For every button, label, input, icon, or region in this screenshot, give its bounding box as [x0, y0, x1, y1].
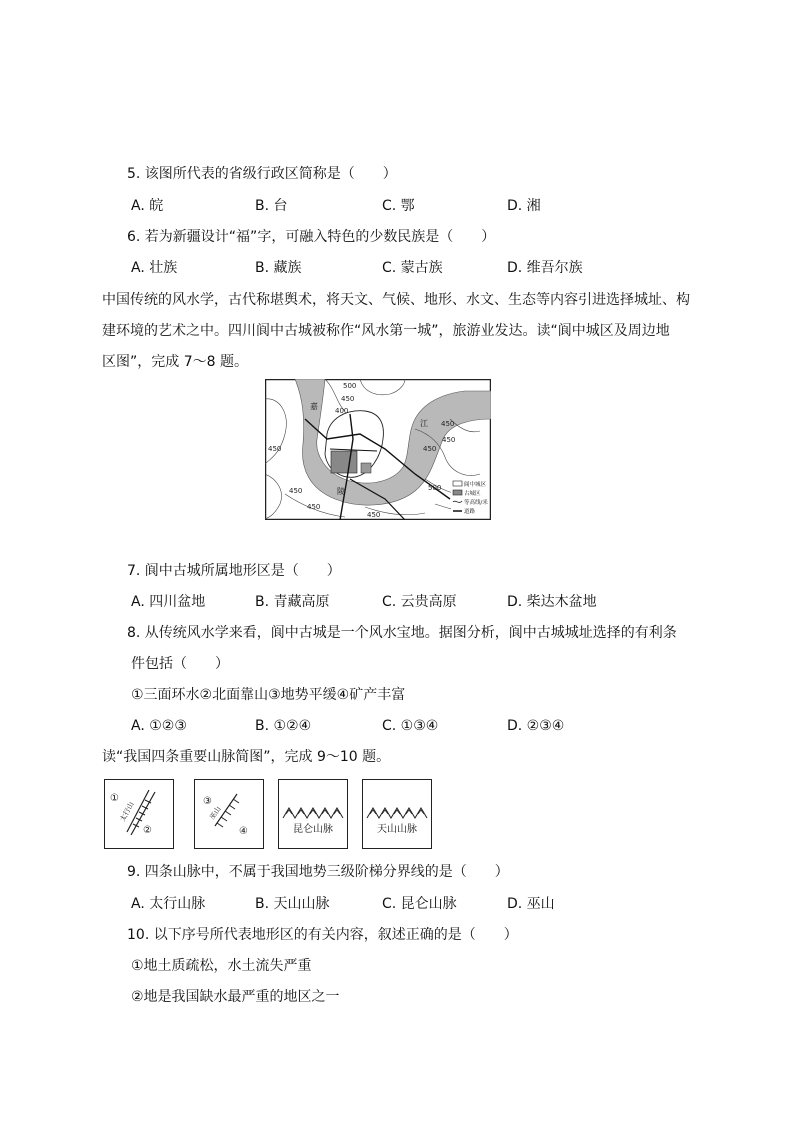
q9-option-d: D. 巫山 [507, 896, 555, 912]
box1-mark-2: ② [143, 825, 152, 836]
q9-stem: 9. 四条山脉中，不属于我国地势三级阶梯分界线的是（ ） [127, 864, 509, 880]
contour-label: 450 [289, 487, 303, 495]
passage1-line-1: 中国传统的风水学，古代称堪舆术，将天文、气候、地形、水文、生态等内容引进选择城址、构 [102, 292, 690, 308]
q8-stem-line-2: 件包括（ ） [131, 656, 229, 672]
river-label: 嘉 [310, 402, 318, 411]
contour-label: 450 [423, 445, 437, 453]
contour-label: 450 [341, 395, 355, 403]
q8-option-a: A. ①②③ [131, 718, 187, 734]
q10-statement-1: ①地土质疏松，水土流失严重 [131, 958, 312, 974]
q8-option-b: B. ①②④ [255, 718, 312, 734]
mountain-box-3 [278, 779, 348, 849]
q5-option-d: D. 湘 [507, 198, 541, 214]
legend-road: 道路 [464, 509, 476, 515]
box1-label: 太行山 [118, 800, 136, 823]
q7-option-d: D. 柴达木盆地 [507, 594, 597, 610]
map-legend [451, 478, 489, 518]
q6-option-a: A. 壮族 [131, 260, 178, 276]
box2-label: 巫山 [208, 805, 223, 822]
q9-option-a: A. 太行山脉 [131, 896, 206, 912]
q9-option-b: B. 天山山脉 [255, 896, 330, 912]
contour-label: 450 [367, 511, 381, 519]
legend-old-city: 古城区 [464, 491, 481, 497]
contour-label: 400 [335, 407, 349, 415]
contour-label: 450 [307, 503, 321, 511]
passage1-line-2: 建环境的艺术之中。四川阆中古城被称作“风水第一城”，旅游业发达。读“阆中城区及周边地 [102, 323, 670, 339]
contour-label: 450 [441, 420, 455, 428]
box4-label: 天山山脉 [377, 824, 417, 835]
passage1-line-3: 区图”，完成 7～8 题。 [102, 354, 248, 370]
q8-stem-line-1: 8. 从传统风水学来看，阆中古城是一个风水宝地。据图分析，阆中古城城址选择的有利条 [127, 625, 677, 641]
q6-option-b: B. 藏族 [255, 260, 302, 276]
mountain-box-1 [104, 779, 174, 849]
q8-statement: ①三面环水②北面靠山③地势平缓④矿产丰富 [131, 687, 406, 703]
q6-option-c: C. 蒙古族 [382, 260, 443, 276]
q10-statement-2: ②地是我国缺水最严重的地区之一 [131, 989, 340, 1005]
river-label: 江 [420, 419, 428, 428]
q5-stem: 5. 该图所代表的省级行政区简称是（ ） [127, 166, 397, 182]
box3-label: 昆仑山脉 [293, 824, 333, 835]
q9-option-c: C. 昆仑山脉 [382, 896, 457, 912]
passage2: 读“我国四条重要山脉简图”，完成 9～10 题。 [102, 749, 391, 765]
q6-stem: 6. 若为新疆设计“福”字，可融入特色的少数民族是（ ） [127, 229, 496, 245]
q7-option-a: A. 四川盆地 [131, 594, 206, 610]
q8-option-d: D. ②③④ [507, 718, 565, 734]
box2-mark-3: ③ [203, 796, 212, 807]
contour-label: 500 [428, 484, 442, 492]
contour-label: 500 [343, 382, 357, 390]
box2-mark-4: ④ [239, 826, 248, 837]
q5-option-b: B. 台 [255, 198, 288, 214]
q6-option-d: D. 维吾尔族 [507, 260, 583, 276]
q7-stem: 7. 阆中古城所属地形区是（ ） [127, 563, 341, 579]
river-label: 陵 [337, 487, 345, 496]
box1-mark-1: ① [110, 793, 119, 804]
langzhong-map [265, 379, 491, 520]
q7-option-c: C. 云贵高原 [382, 594, 457, 610]
contour-label: 450 [442, 436, 456, 444]
legend-urban-area: 阆中城区 [464, 482, 487, 488]
mountain-box-4 [362, 779, 432, 849]
q10-stem: 10. 以下序号所代表地形区的有关内容，叙述正确的是（ ） [127, 927, 518, 943]
q8-option-c: C. ①③④ [382, 718, 439, 734]
legend-contour: 等高线/米 [464, 500, 488, 506]
mountain-box-2 [194, 779, 264, 849]
q5-option-c: C. 鄂 [382, 198, 415, 214]
q5-option-a: A. 皖 [131, 198, 164, 214]
contour-label: 450 [268, 445, 282, 453]
q7-option-b: B. 青藏高原 [255, 594, 330, 610]
